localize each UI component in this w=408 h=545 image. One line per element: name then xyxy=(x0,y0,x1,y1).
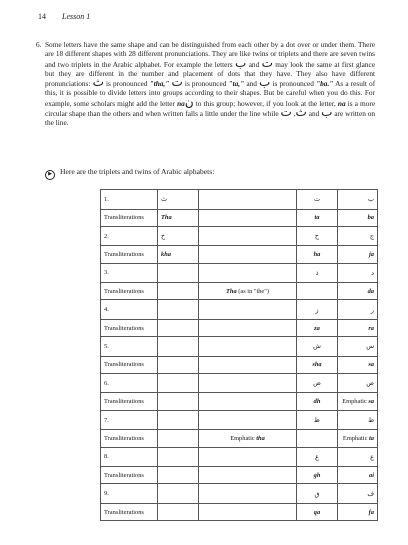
letters-row xyxy=(101,263,378,283)
arabic-letter-cell: ذ xyxy=(297,263,338,283)
transliteration-cell xyxy=(158,503,199,520)
empty-cell xyxy=(199,447,297,467)
transliteration-cell: ja xyxy=(338,246,378,263)
transliteration-row xyxy=(101,503,378,520)
transliterations-label: Transliterations xyxy=(101,430,158,447)
transliteration-cell: Tha xyxy=(158,209,199,226)
arabic-letter-cell: خ xyxy=(158,226,199,246)
transliteration: "ba." xyxy=(316,79,334,88)
para-text: to this group; however, if you look at the letter, xyxy=(195,98,336,108)
arabic-letter-cell xyxy=(158,484,199,504)
transliteration-cell xyxy=(199,393,297,410)
transliteration-cell xyxy=(158,319,199,336)
transliteration-cell: ha xyxy=(297,246,338,263)
para-text: is pronounced xyxy=(106,79,148,88)
arabic-letter: ث xyxy=(92,75,104,89)
arabic-letter-cell: س xyxy=(338,337,378,357)
arabic-letter-cell: ح xyxy=(297,226,338,246)
arabic-letter-cell: ر xyxy=(338,300,378,320)
transliteration-cell: ta xyxy=(297,209,338,226)
transliteration-cell: qa xyxy=(297,503,338,520)
transliteration-row xyxy=(101,430,378,447)
transliteration-cell: sa xyxy=(338,356,378,373)
transliteration-cell: dh xyxy=(297,393,338,410)
transliteration-cell xyxy=(158,467,199,484)
arabic-letter-cell: ج xyxy=(338,226,378,246)
arabic-letter-cell: ث xyxy=(158,190,199,210)
emphatic-label: Emphatic xyxy=(230,434,257,442)
transliteration-cell xyxy=(158,430,199,447)
row-number: 2. xyxy=(101,226,158,246)
row-number: 8. xyxy=(101,447,158,467)
transliteration-text: sa xyxy=(368,398,374,406)
para-text: is pronounced xyxy=(272,79,314,88)
emphatic-label: Emphatic xyxy=(342,434,370,442)
arabic-letter-cell: ق xyxy=(297,484,338,504)
transliterations-label: Transliterations xyxy=(101,283,158,300)
transliterations-label: Transliterations xyxy=(101,319,158,336)
arabic-letter: ث xyxy=(295,104,307,119)
empty-cell xyxy=(199,190,297,210)
transliteration-cell xyxy=(158,283,199,300)
arabic-letter-cell: ت xyxy=(297,190,338,210)
transliteration-cell xyxy=(199,503,297,520)
para-text: is a more circular shape than the others and when written falls a little under the line while xyxy=(45,98,376,118)
para-text: and xyxy=(308,108,320,118)
transliteration-cell: da xyxy=(338,283,378,300)
transliteration-row xyxy=(101,209,378,226)
transliteration-cell xyxy=(199,467,297,484)
transliteration-cell xyxy=(158,356,199,373)
row-number: 4. xyxy=(101,300,158,320)
table-intro xyxy=(45,167,375,180)
arabic-letter-cell xyxy=(158,337,199,357)
transliteration-cell xyxy=(338,430,378,447)
transliterations-label: Transliterations xyxy=(101,356,158,373)
empty-cell xyxy=(199,226,297,246)
lesson-title: Lesson 1 xyxy=(62,12,91,21)
transliteration-cell xyxy=(297,283,338,300)
arabic-letter-cell: غ xyxy=(297,447,338,467)
letters-row xyxy=(101,337,378,357)
transliteration-row xyxy=(101,246,378,263)
arabic-letter-cell: ف xyxy=(338,484,378,504)
transliterations-label: Transliterations xyxy=(101,467,158,484)
transliteration-cell: ba xyxy=(338,209,378,226)
arabic-letter-cell: ص xyxy=(338,373,378,393)
para-text: may look the same at first glance but they are different in the number and placement of dots that they have. They also have different pronunciations: xyxy=(45,59,376,88)
para-text: As a result of this, it is possible to divide letters into groups according to their shapes. But be careful when you do this. For example, some scholars might add the letter xyxy=(45,79,376,108)
empty-cell xyxy=(199,263,297,283)
transliteration-row xyxy=(101,283,378,300)
arabic-letter: ب xyxy=(321,104,333,119)
transliteration-cell: ai xyxy=(338,467,378,484)
transliteration: na xyxy=(177,98,185,108)
empty-cell xyxy=(199,337,297,357)
letters-row xyxy=(101,226,378,246)
transliteration-cell xyxy=(199,319,297,336)
arabic-letter-cell: ع xyxy=(338,447,378,467)
empty-cell xyxy=(199,410,297,430)
transliteration-cell xyxy=(338,393,378,410)
paragraph-number: 6. xyxy=(36,40,42,49)
letters-row xyxy=(101,190,378,210)
letters-row xyxy=(101,373,378,393)
para-text: and xyxy=(248,59,260,69)
arabic-letter: ت xyxy=(280,104,292,119)
pronunciation-note: (as in "the") xyxy=(236,287,270,295)
arabic-letter-cell: ش xyxy=(297,337,338,357)
para-text: is pronounced xyxy=(184,79,227,88)
transliteration-cell xyxy=(199,209,297,226)
transliteration-cell: za xyxy=(297,319,338,336)
empty-cell xyxy=(199,484,297,504)
arabic-letter: ن xyxy=(184,94,194,109)
arabic-letter-cell: د xyxy=(338,263,378,283)
transliteration-cell: gh xyxy=(297,467,338,484)
transliterations-label: Transliterations xyxy=(101,209,158,226)
transliteration-cell xyxy=(199,356,297,373)
empty-cell xyxy=(199,300,297,320)
transliteration-text: Tha xyxy=(225,287,237,295)
arabic-letter-cell: ض xyxy=(297,373,338,393)
transliteration-text: ta xyxy=(369,434,374,442)
arabic-letter-cell: ب xyxy=(338,190,378,210)
transliteration: na xyxy=(337,98,346,108)
transliteration-text: tha xyxy=(256,434,265,442)
arabic-letter: ت xyxy=(171,75,183,89)
row-number: 1. xyxy=(101,190,158,210)
audio-icon[interactable]: ▶ xyxy=(45,170,55,180)
letters-row xyxy=(101,300,378,320)
arabic-letter-cell xyxy=(158,410,199,430)
transliteration-cell xyxy=(199,283,297,300)
row-number: 5. xyxy=(101,337,158,357)
para-text: are written on the line. xyxy=(45,108,376,127)
transliteration-cell: kha xyxy=(158,246,199,263)
row-number: 7. xyxy=(101,410,158,430)
alphabet-table xyxy=(100,189,378,521)
row-number: 9. xyxy=(101,484,158,504)
transliteration-row xyxy=(101,356,378,373)
emphatic-label: Emphatic xyxy=(342,398,369,406)
letters-row xyxy=(101,447,378,467)
arabic-letter-cell xyxy=(158,447,199,467)
arabic-letter: ب xyxy=(259,75,271,89)
transliteration-cell: ra xyxy=(338,319,378,336)
arabic-letter-cell xyxy=(158,300,199,320)
transliteration-cell: sha xyxy=(297,356,338,373)
arabic-letter-cell: ز xyxy=(297,300,338,320)
page-header xyxy=(38,12,90,21)
arabic-letter-cell: ظ xyxy=(297,410,338,430)
transliterations-label: Transliterations xyxy=(101,503,158,520)
para-text: Some letters have the same shape and can be distinguished from each other by a dot over or under them. There are 18 different shapes with 28 different pronunciations. They are like twins or triplets and there are seven twins and two triplets in the Arabic alphabet. For example the letters xyxy=(45,40,375,69)
transliteration-cell: fa xyxy=(338,503,378,520)
row-number: 6. xyxy=(101,373,158,393)
para-text: and xyxy=(246,79,257,88)
intro-text: Here are the triplets and twins of Arabic alphabets: xyxy=(60,167,215,176)
page-number: 14 xyxy=(38,12,46,21)
transliteration-row xyxy=(101,319,378,336)
arabic-letter-cell: ط xyxy=(338,410,378,430)
transliteration-cell xyxy=(297,430,338,447)
paragraph-6 xyxy=(36,40,376,127)
transliteration: "tha," xyxy=(149,79,170,88)
arabic-letter: ب xyxy=(235,55,247,70)
transliteration-row xyxy=(101,467,378,484)
transliterations-label: Transliterations xyxy=(101,246,158,263)
para-text: , xyxy=(293,108,296,118)
letters-row xyxy=(101,484,378,504)
transliteration-cell xyxy=(199,246,297,263)
letters-row xyxy=(101,410,378,430)
transliteration-cell xyxy=(158,393,199,410)
row-number: 3. xyxy=(101,263,158,283)
arabic-letter-cell xyxy=(158,263,199,283)
transliteration-row xyxy=(101,393,378,410)
transliteration-cell xyxy=(199,430,297,447)
arabic-letter-cell xyxy=(158,373,199,393)
arabic-letter: ت xyxy=(261,55,273,70)
transliterations-label: Transliterations xyxy=(101,393,158,410)
empty-cell xyxy=(199,373,297,393)
transliteration: "ta," xyxy=(228,79,245,88)
